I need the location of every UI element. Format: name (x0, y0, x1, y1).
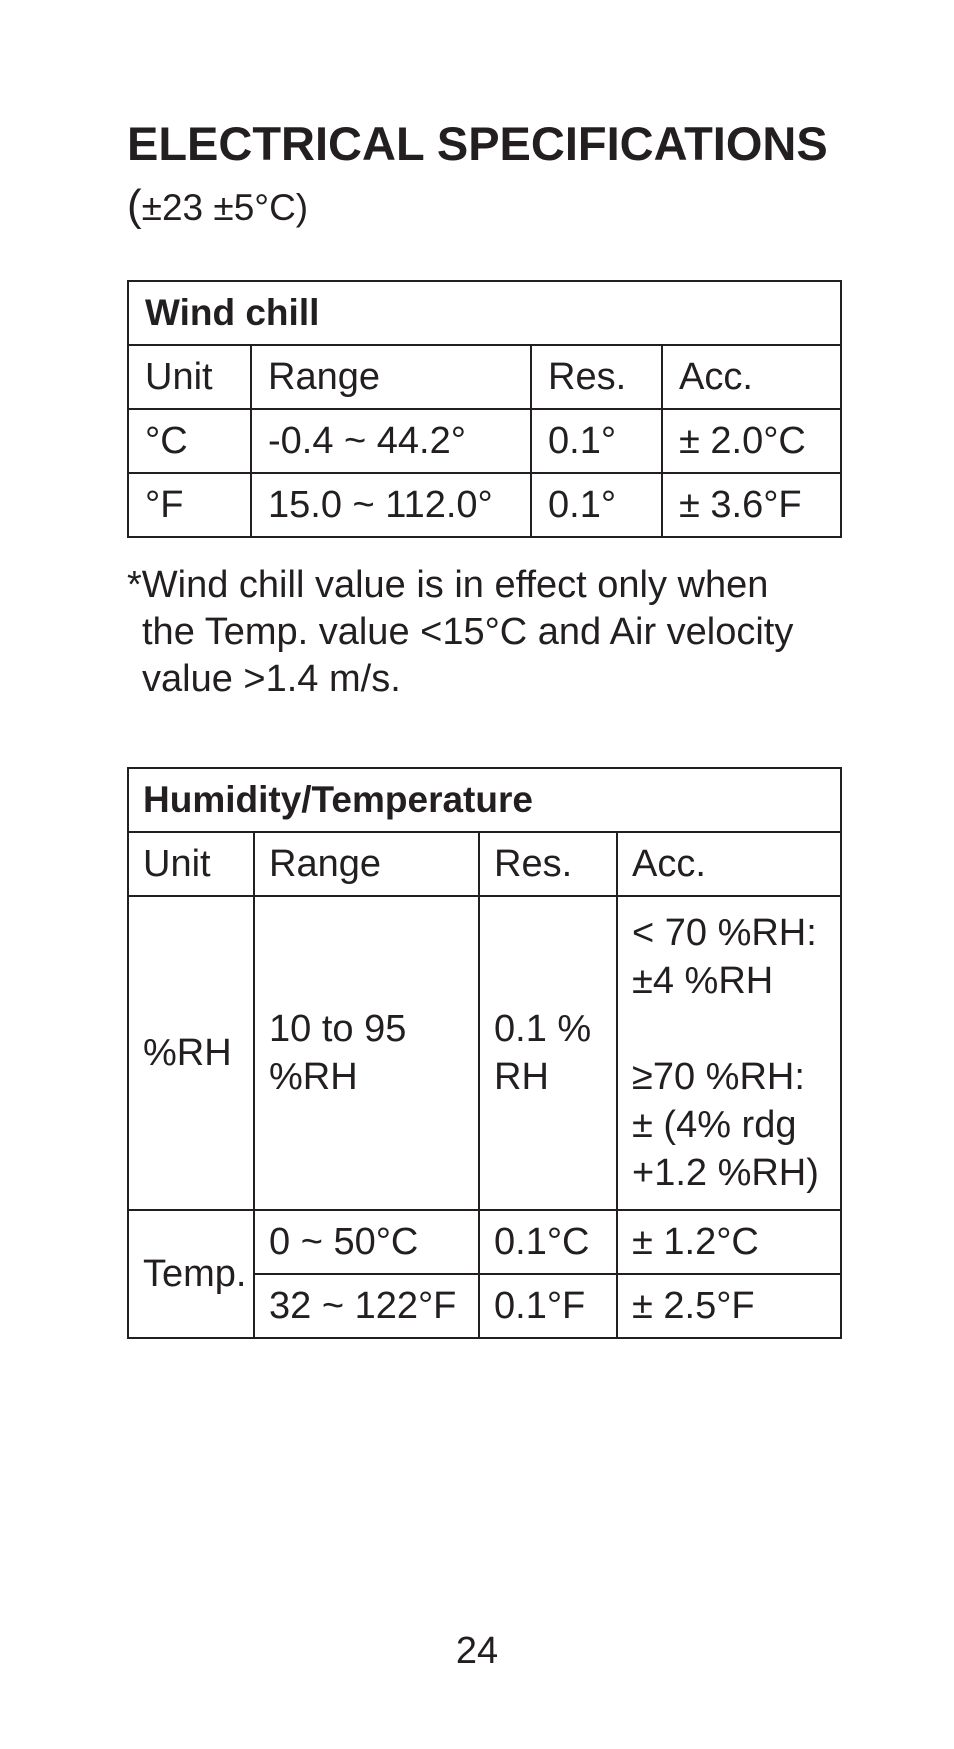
table-header-row (128, 345, 841, 409)
temperature-condition (127, 181, 308, 233)
range-line: %RH (269, 1056, 358, 1098)
column-header-res: Res. (479, 832, 617, 896)
cell-acc: ± 2.0°C (662, 409, 841, 473)
column-header-unit: Unit (128, 345, 251, 409)
table-header-row (128, 832, 841, 896)
cell-acc: ± 3.6°F (662, 473, 841, 537)
humidity-temperature-table (127, 767, 842, 1339)
page-title: ELECTRICAL SPECIFICATIONS (127, 117, 828, 170)
column-header-acc: Acc. (617, 832, 841, 896)
table-row (128, 1210, 841, 1274)
wind-chill-heading: Wind chill (128, 281, 841, 345)
acc-line: +1.2 %RH) (632, 1152, 819, 1194)
footnote-line: value >1.4 m/s. (142, 658, 401, 700)
page-number: 24 (455, 1630, 499, 1672)
cell-acc: ± 1.2°C (617, 1210, 841, 1274)
cell-range: 32 ~ 122°F (254, 1274, 479, 1338)
acc-line: ±4 %RH (632, 960, 774, 1002)
res-line: RH (494, 1056, 549, 1098)
humidity-temperature-heading: Humidity/Temperature (128, 768, 841, 832)
cell-res: 0.1° (531, 473, 662, 537)
cell-unit: %RH (128, 896, 254, 1210)
table-row (128, 473, 841, 537)
footnote-line: the Temp. value <15°C and Air velocity (142, 611, 794, 653)
range-line: 10 to 95 (269, 1008, 407, 1050)
acc-line: < 70 %RH: (632, 912, 817, 954)
table-title-row (128, 281, 841, 345)
cell-res: 0.1°C (479, 1210, 617, 1274)
cell-unit: °F (128, 473, 251, 537)
cell-range (254, 896, 479, 1210)
cell-range: -0.4 ~ 44.2° (251, 409, 531, 473)
cell-range: 15.0 ~ 112.0° (251, 473, 531, 537)
cell-res: 0.1° (531, 409, 662, 473)
condition-paren: ( (127, 181, 142, 230)
cell-range: 0 ~ 50°C (254, 1210, 479, 1274)
wind-chill-table (127, 280, 842, 538)
column-header-acc: Acc. (662, 345, 841, 409)
res-line: 0.1 % (494, 1008, 592, 1050)
acc-line: ± (4% rdg (632, 1104, 797, 1146)
footnote-line: *Wind chill value is in effect only when (127, 564, 769, 606)
cell-res (479, 896, 617, 1210)
table-row (128, 896, 841, 1210)
acc-line: ≥70 %RH: (632, 1056, 805, 1098)
column-header-res: Res. (531, 345, 662, 409)
wind-chill-footnote (127, 562, 847, 703)
cell-unit: °C (128, 409, 251, 473)
table-title-row (128, 768, 841, 832)
cell-res: 0.1°F (479, 1274, 617, 1338)
column-header-range: Range (254, 832, 479, 896)
condition-text: ±23 ±5°C) (141, 187, 309, 228)
cell-acc: ± 2.5°F (617, 1274, 841, 1338)
cell-acc (617, 896, 841, 1210)
column-header-range: Range (251, 345, 531, 409)
acc-spacer (632, 1005, 826, 1053)
table-row (128, 409, 841, 473)
cell-unit: Temp. (128, 1210, 254, 1338)
column-header-unit: Unit (128, 832, 254, 896)
